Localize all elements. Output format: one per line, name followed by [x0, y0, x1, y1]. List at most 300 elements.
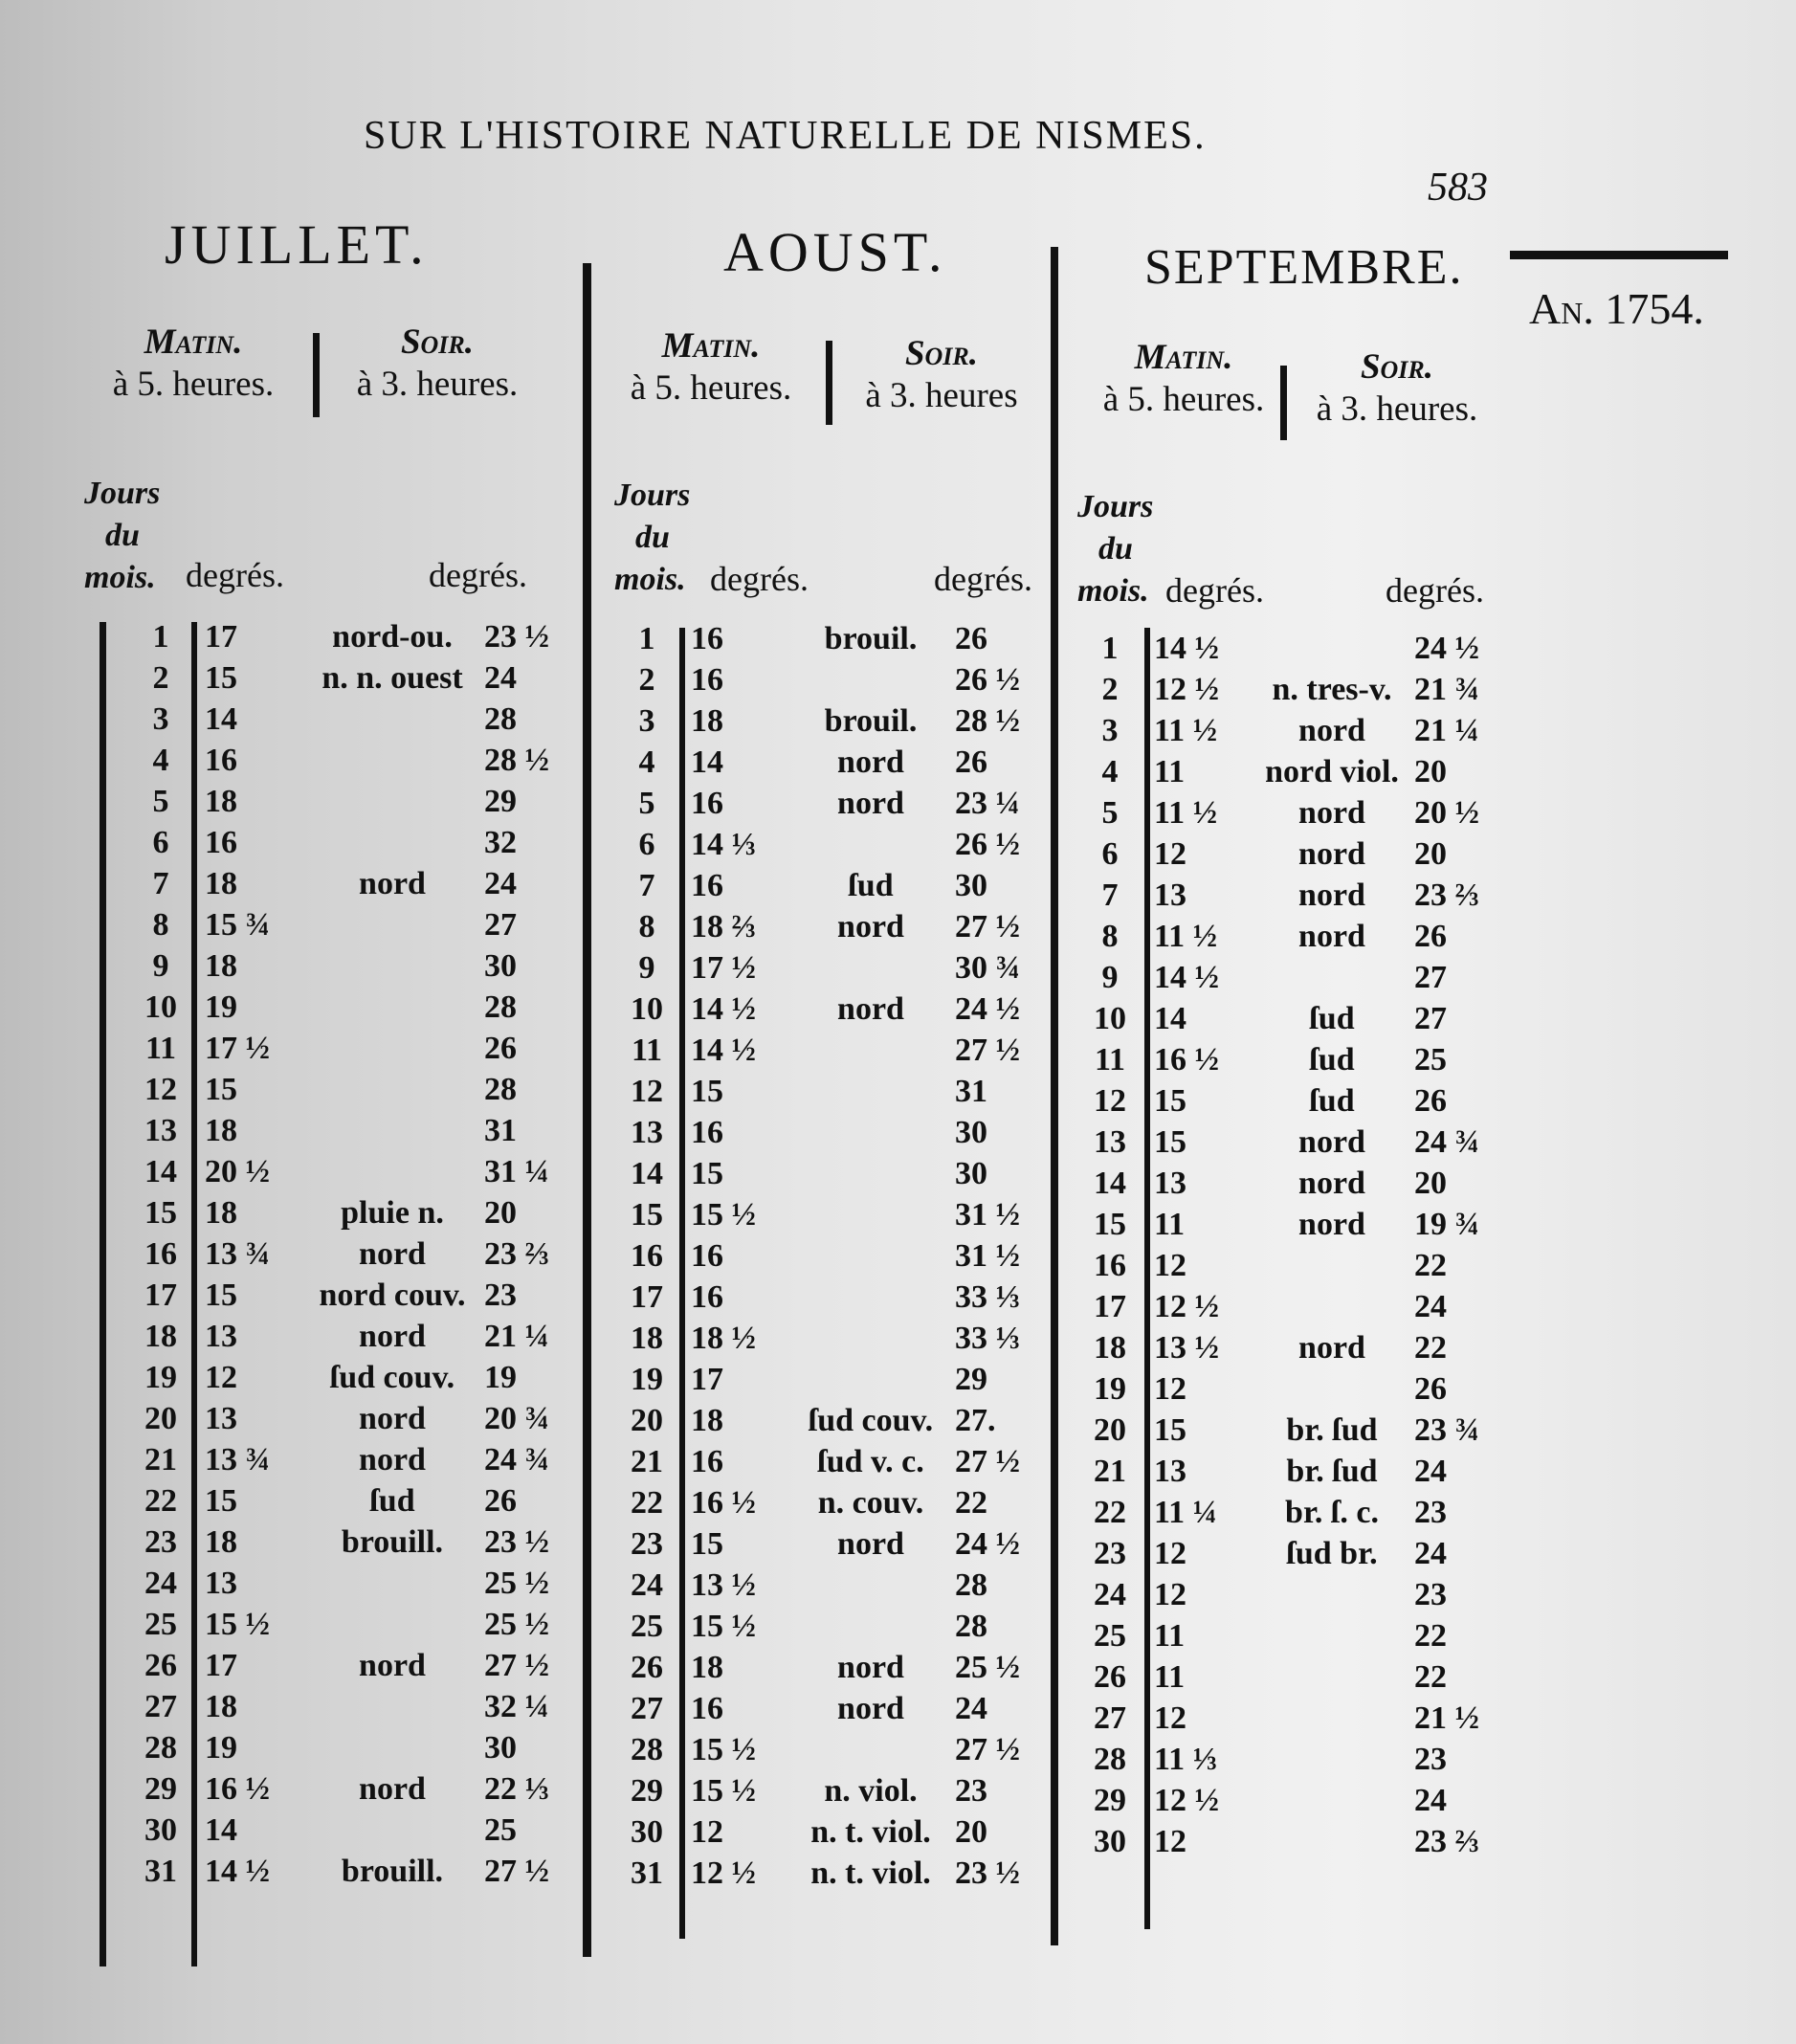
table-row — [609, 1441, 1041, 1482]
header-divider — [826, 341, 832, 425]
day-cell: 5 — [152, 783, 169, 819]
days-label-line2: du — [105, 518, 140, 553]
wind-cell — [787, 1071, 955, 1112]
evening-degrees-cell: 24 ½ — [955, 1525, 1020, 1562]
morning-degrees-cell: 13 — [205, 1400, 237, 1436]
table-row — [122, 1768, 570, 1810]
evening-degrees-cell: 23 — [1414, 1576, 1447, 1612]
wind-cell: br. ſud — [1286, 1453, 1378, 1489]
wind-cell: n. n. ouest — [322, 659, 463, 696]
wind-cell — [787, 824, 955, 865]
evening-degrees-cell: 27 ½ — [955, 1731, 1020, 1767]
day-cell: 21 — [631, 1443, 663, 1479]
day-cell: 9 — [638, 949, 655, 986]
day-cell: 6 — [638, 826, 655, 862]
table-row — [122, 1686, 570, 1727]
morning-degrees-cell: 14 — [205, 700, 237, 737]
wind-cell: pluie n. — [341, 1194, 444, 1231]
day-cell: 22 — [144, 1482, 177, 1519]
septembre-pm-degrees-label: degrés. — [1386, 571, 1484, 610]
day-cell: 24 — [1094, 1576, 1126, 1612]
day-cell: 9 — [1101, 959, 1119, 995]
morning-degrees-cell: 14 ½ — [1154, 630, 1219, 666]
evening-degrees-cell: 23 ½ — [484, 618, 549, 655]
month-title-aoust: AOUST. — [723, 221, 947, 283]
day-cell: 10 — [631, 990, 663, 1027]
aoust-evening-header — [846, 333, 1037, 417]
table-row — [1072, 1698, 1500, 1739]
morning-degrees-cell: 15 — [691, 1525, 723, 1562]
evening-degrees-cell: 23 — [1414, 1741, 1447, 1777]
evening-degrees-cell: 27 — [1414, 1000, 1447, 1036]
wind-cell: ſud — [1309, 1082, 1355, 1119]
wind-cell — [1250, 1245, 1414, 1286]
month-divider-rule — [583, 263, 591, 1957]
morning-degrees-cell: 11 ½ — [1154, 794, 1218, 831]
day-cell: 27 — [1094, 1700, 1126, 1736]
day-cell: 4 — [152, 742, 169, 778]
aoust-table — [609, 618, 1041, 1894]
evening-degrees-cell: 23 — [1414, 1494, 1447, 1530]
wind-cell: brouil. — [824, 702, 918, 739]
day-cell: 5 — [638, 785, 655, 821]
evening-degrees-cell: 27 ½ — [955, 908, 1020, 944]
wind-cell: nord — [837, 1690, 904, 1726]
juillet-days-label — [84, 473, 160, 599]
evening-degrees-cell: 24 — [955, 1690, 987, 1726]
evening-time: à 3. heures — [865, 376, 1018, 415]
evening-degrees-cell: 24 ½ — [955, 990, 1020, 1027]
aoust-am-degrees-label: degrés. — [710, 560, 809, 598]
wind-cell — [1250, 1368, 1414, 1410]
aoust-morning-header — [610, 325, 811, 410]
wind-cell: nord — [837, 1649, 904, 1685]
wind-cell: ſud — [1309, 1041, 1355, 1078]
morning-degrees-cell: 11 — [1154, 1206, 1186, 1242]
morning-degrees-cell: 12 ½ — [1154, 1288, 1219, 1324]
morning-degrees-cell: 16 — [691, 1237, 723, 1274]
morning-degrees-cell: 18 — [205, 783, 237, 819]
morning-degrees-cell: 16 — [691, 1690, 723, 1726]
table-row — [609, 989, 1041, 1030]
wind-cell: nord — [359, 865, 426, 901]
wind-cell: ſud couv. — [329, 1359, 455, 1395]
table-row — [1072, 1368, 1500, 1410]
morning-degrees-cell: 13 — [205, 1565, 237, 1601]
evening-degrees-cell: 32 — [484, 824, 517, 860]
evening-degrees-cell: 22 — [1414, 1247, 1447, 1283]
wind-cell: nord — [1298, 877, 1365, 913]
evening-degrees-cell: 26 — [484, 1482, 517, 1519]
wind-cell: nord — [1298, 1123, 1365, 1160]
morning-degrees-cell: 12 ½ — [691, 1855, 756, 1891]
wind-cell: nord — [837, 908, 904, 944]
evening-degrees-cell: 23 — [484, 1277, 517, 1313]
day-cell: 18 — [144, 1318, 177, 1354]
morning-degrees-cell: 12 — [1154, 1823, 1186, 1859]
wind-cell — [1250, 1286, 1414, 1327]
wind-cell — [1250, 1698, 1414, 1739]
wind-cell — [1250, 1821, 1414, 1862]
table-row — [122, 616, 570, 657]
morning-degrees-cell: 15 — [205, 1277, 237, 1313]
juillet-morning-header — [88, 322, 299, 406]
evening-degrees-cell: 19 — [484, 1359, 517, 1395]
evening-degrees-cell: 30 — [955, 1155, 987, 1191]
morning-degrees-cell: 18 — [691, 1402, 723, 1438]
table-row — [122, 1563, 570, 1604]
wind-cell: nord — [1298, 835, 1365, 872]
table-row — [122, 1316, 570, 1357]
evening-degrees-cell: 23 — [955, 1772, 987, 1809]
table-row — [122, 781, 570, 822]
evening-degrees-cell: 23 ½ — [955, 1855, 1020, 1891]
day-cell: 5 — [1101, 794, 1119, 831]
day-cell: 12 — [144, 1071, 177, 1107]
wind-cell — [300, 1028, 484, 1069]
header-rule — [1510, 251, 1728, 259]
morning-degrees-cell: 18 — [205, 1688, 237, 1724]
wind-cell: n. couv. — [817, 1484, 924, 1521]
table-row — [122, 1357, 570, 1398]
wind-cell: brouill. — [341, 1523, 444, 1560]
days-label-line3: mois. — [84, 560, 156, 595]
wind-cell: n. tres-v. — [1272, 671, 1392, 707]
day-cell: 15 — [1094, 1206, 1126, 1242]
wind-cell: n. t. viol. — [810, 1813, 931, 1850]
evening-degrees-cell: 24 — [484, 865, 517, 901]
morning-degrees-cell: 16 — [691, 1114, 723, 1150]
table-row — [122, 1727, 570, 1768]
morning-degrees-cell: 12 — [1154, 1247, 1186, 1283]
wind-cell: n. viol. — [824, 1772, 918, 1809]
table-row — [609, 1235, 1041, 1277]
wind-cell — [1250, 1739, 1414, 1780]
table-row — [1072, 1739, 1500, 1780]
table-row — [122, 1151, 570, 1192]
evening-degrees-cell: 28 — [955, 1608, 987, 1644]
wind-cell — [1250, 1780, 1414, 1821]
day-cell: 11 — [144, 1030, 177, 1066]
day-cell: 31 — [144, 1853, 177, 1889]
evening-degrees-cell: 22 — [1414, 1658, 1447, 1695]
month-divider-rule — [1051, 247, 1058, 1945]
day-cell: 7 — [638, 867, 655, 903]
table-row — [609, 1853, 1041, 1894]
evening-degrees-cell: 20 ¾ — [484, 1400, 549, 1436]
table-row — [609, 659, 1041, 700]
evening-degrees-cell: 21 ¼ — [1414, 712, 1479, 748]
wind-cell: nord — [1298, 1206, 1365, 1242]
septembre-table — [1072, 628, 1500, 1862]
morning-degrees-cell: 13 ¾ — [205, 1235, 270, 1272]
table-row — [1072, 1327, 1500, 1368]
wind-cell — [787, 1030, 955, 1071]
evening-degrees-cell: 23 ¼ — [955, 785, 1020, 821]
header-divider — [1280, 366, 1287, 440]
day-cell: 20 — [631, 1402, 663, 1438]
morning-degrees-cell: 13 — [1154, 1165, 1186, 1201]
day-cell: 30 — [1094, 1823, 1126, 1859]
table-row — [1072, 1656, 1500, 1698]
evening-degrees-cell: 25 ½ — [484, 1565, 549, 1601]
evening-degrees-cell: 23 ⅔ — [1414, 1823, 1479, 1859]
evening-degrees-cell: 31 ½ — [955, 1196, 1020, 1233]
morning-degrees-cell: 18 — [205, 865, 237, 901]
morning-degrees-cell: 13 — [1154, 877, 1186, 913]
morning-degrees-cell: 15 — [1154, 1411, 1186, 1448]
morning-label: Matin. — [144, 322, 243, 362]
morning-degrees-cell: 16 ½ — [1154, 1041, 1219, 1078]
morning-degrees-cell: 15 ½ — [691, 1731, 756, 1767]
morning-degrees-cell: 16 — [691, 1278, 723, 1315]
morning-degrees-cell: 15 ¾ — [205, 906, 270, 943]
table-row — [609, 1030, 1041, 1071]
evening-degrees-cell: 25 ½ — [484, 1606, 549, 1642]
table-row — [609, 783, 1041, 824]
evening-degrees-cell: 33 ⅓ — [955, 1320, 1020, 1356]
wind-cell — [787, 1359, 955, 1400]
month-title-septembre: SEPTEMBRE. — [1144, 240, 1464, 295]
table-row — [122, 1028, 570, 1069]
morning-degrees-cell: 12 ½ — [1154, 1782, 1219, 1818]
day-cell: 7 — [152, 865, 169, 901]
table-row — [122, 1275, 570, 1316]
day-cell: 28 — [1094, 1741, 1126, 1777]
aoust-pm-degrees-label: degrés. — [934, 560, 1032, 598]
running-title: SUR L'HISTOIRE NATURELLE DE NISMES. — [364, 114, 1207, 158]
morning-degrees-cell: 14 ½ — [691, 990, 756, 1027]
evening-degrees-cell: 27 ½ — [484, 1853, 549, 1889]
morning-degrees-cell: 20 ½ — [205, 1153, 270, 1189]
morning-degrees-cell: 15 — [205, 659, 237, 696]
evening-degrees-cell: 27 ½ — [955, 1032, 1020, 1068]
wind-cell: ſud br. — [1286, 1535, 1378, 1571]
evening-degrees-cell: 28 — [484, 1071, 517, 1107]
day-cell: 25 — [631, 1608, 663, 1644]
day-cell: 25 — [1094, 1617, 1126, 1654]
morning-degrees-cell: 13 — [1154, 1453, 1186, 1489]
morning-degrees-cell: 15 — [1154, 1082, 1186, 1119]
day-cell: 8 — [638, 908, 655, 944]
evening-degrees-cell: 32 ¼ — [484, 1688, 549, 1724]
day-cell: 17 — [144, 1277, 177, 1313]
morning-degrees-cell: 15 — [691, 1073, 723, 1109]
wind-cell — [300, 904, 484, 945]
evening-degrees-cell: 31 ½ — [955, 1237, 1020, 1274]
morning-label: Matin. — [1134, 338, 1233, 377]
morning-degrees-cell: 12 — [1154, 1576, 1186, 1612]
table-row — [1072, 1780, 1500, 1821]
table-row — [1072, 833, 1500, 875]
table-row — [1072, 1410, 1500, 1451]
day-cell: 24 — [631, 1566, 663, 1603]
wind-cell: br. ſ. c. — [1285, 1494, 1379, 1530]
table-row — [1072, 1533, 1500, 1574]
evening-degrees-cell: 29 — [484, 783, 517, 819]
day-cell: 1 — [1101, 630, 1119, 666]
wind-cell: ſud v. c. — [817, 1443, 924, 1479]
evening-degrees-cell: 31 — [955, 1073, 987, 1109]
evening-degrees-cell: 19 ¾ — [1414, 1206, 1479, 1242]
day-cell: 24 — [144, 1565, 177, 1601]
table-row — [609, 1112, 1041, 1153]
table-row — [122, 1645, 570, 1686]
wind-cell: nord — [837, 1525, 904, 1562]
wind-cell — [300, 1727, 484, 1768]
evening-degrees-cell: 22 — [1414, 1617, 1447, 1654]
table-row — [609, 1811, 1041, 1853]
evening-label: Soir. — [904, 334, 979, 373]
table-row — [609, 1153, 1041, 1194]
days-label-line3: mois. — [1077, 573, 1149, 609]
table-row — [609, 1729, 1041, 1770]
table-row — [609, 865, 1041, 906]
morning-degrees-cell: 15 ½ — [691, 1772, 756, 1809]
table-row — [1072, 1122, 1500, 1163]
table-row — [609, 1770, 1041, 1811]
table-row — [609, 906, 1041, 947]
wind-cell — [300, 1110, 484, 1151]
table-row — [122, 740, 570, 781]
wind-cell — [787, 1729, 955, 1770]
day-cell: 21 — [144, 1441, 177, 1477]
table-row — [609, 1647, 1041, 1688]
table-row — [122, 1233, 570, 1275]
day-cell: 8 — [1101, 918, 1119, 954]
evening-degrees-cell: 33 ⅓ — [955, 1278, 1020, 1315]
evening-degrees-cell: 30 ¾ — [955, 949, 1020, 986]
day-cell: 15 — [631, 1196, 663, 1233]
wind-cell — [300, 1604, 484, 1645]
days-label-line2: du — [1098, 531, 1133, 567]
evening-degrees-cell: 30 — [955, 867, 987, 903]
day-cell: 31 — [631, 1855, 663, 1891]
days-label-line1: Jours — [1077, 489, 1154, 524]
day-cell: 7 — [1101, 877, 1119, 913]
wind-cell: n. t. viol. — [810, 1855, 931, 1891]
table-row — [1072, 751, 1500, 792]
table-row — [1072, 957, 1500, 998]
evening-degrees-cell: 22 — [955, 1484, 987, 1521]
day-cell: 13 — [631, 1114, 663, 1150]
morning-time: à 5. heures. — [1102, 380, 1265, 419]
day-cell: 22 — [1094, 1494, 1126, 1530]
table-row — [122, 657, 570, 699]
day-cell: 23 — [144, 1523, 177, 1560]
wind-cell: nord — [359, 1400, 426, 1436]
evening-degrees-cell: 20 — [1414, 835, 1447, 872]
wind-cell: ſud — [1309, 1000, 1355, 1036]
evening-degrees-cell: 24 ¾ — [484, 1441, 549, 1477]
evening-degrees-cell: 20 — [1414, 753, 1447, 789]
wind-cell: nord — [837, 785, 904, 821]
table-row — [609, 1400, 1041, 1441]
day-cell: 2 — [638, 661, 655, 698]
evening-degrees-cell: 22 ⅓ — [484, 1770, 549, 1807]
days-label-line1: Jours — [84, 476, 161, 511]
evening-label: Soir. — [400, 322, 475, 362]
evening-degrees-cell: 26 — [1414, 1370, 1447, 1407]
evening-degrees-cell: 20 — [484, 1194, 517, 1231]
wind-cell — [300, 1069, 484, 1110]
day-cell: 19 — [1094, 1370, 1126, 1407]
day-cell: 28 — [144, 1729, 177, 1766]
wind-cell — [300, 822, 484, 863]
evening-degrees-cell: 20 — [955, 1813, 987, 1850]
wind-cell — [300, 1810, 484, 1851]
table-row — [609, 947, 1041, 989]
day-cell: 15 — [144, 1194, 177, 1231]
evening-degrees-cell: 30 — [484, 947, 517, 984]
day-cell: 17 — [631, 1278, 663, 1315]
table-row — [122, 822, 570, 863]
morning-degrees-cell: 13 — [205, 1318, 237, 1354]
table-row — [609, 1359, 1041, 1400]
morning-degrees-cell: 14 ½ — [691, 1032, 756, 1068]
wind-cell: brouil. — [824, 620, 918, 656]
wind-cell — [787, 1194, 955, 1235]
day-cell: 3 — [152, 700, 169, 737]
day-cell: 30 — [144, 1811, 177, 1848]
day-cell: 14 — [144, 1153, 177, 1189]
evening-degrees-cell: 28 ½ — [955, 702, 1020, 739]
morning-degrees-cell: 18 ⅔ — [691, 908, 756, 944]
juillet-pm-degrees-label: degrés. — [429, 556, 527, 594]
table-row — [1072, 669, 1500, 710]
day-cell: 11 — [631, 1032, 663, 1068]
evening-label: Soir. — [1360, 347, 1434, 387]
day-cell: 20 — [1094, 1411, 1126, 1448]
morning-degrees-cell: 14 — [691, 744, 723, 780]
evening-degrees-cell: 27 ½ — [955, 1443, 1020, 1479]
morning-degrees-cell: 17 — [205, 618, 237, 655]
table-row — [609, 1071, 1041, 1112]
evening-degrees-cell: 27. — [955, 1402, 996, 1438]
table-row — [1072, 1163, 1500, 1204]
evening-degrees-cell: 28 — [955, 1566, 987, 1603]
table-row — [122, 1851, 570, 1892]
table-row — [1072, 1204, 1500, 1245]
wind-cell: nord — [1298, 794, 1365, 831]
day-cell: 30 — [631, 1813, 663, 1850]
morning-degrees-cell: 15 ½ — [691, 1196, 756, 1233]
evening-degrees-cell: 24 — [484, 659, 517, 696]
evening-degrees-cell: 26 — [484, 1030, 517, 1066]
day-cell: 4 — [638, 744, 655, 780]
day-cell: 12 — [1094, 1082, 1126, 1119]
day-cell: 25 — [144, 1606, 177, 1642]
day-cell: 8 — [152, 906, 169, 943]
wind-cell — [300, 781, 484, 822]
table-row — [1072, 1039, 1500, 1080]
day-cell: 22 — [631, 1484, 663, 1521]
evening-degrees-cell: 21 ¾ — [1414, 671, 1479, 707]
evening-degrees-cell: 26 ½ — [955, 826, 1020, 862]
morning-degrees-cell: 11 — [1154, 1617, 1186, 1654]
morning-degrees-cell: 19 — [205, 989, 237, 1025]
morning-degrees-cell: 16 — [691, 1443, 723, 1479]
table-row — [1072, 875, 1500, 916]
wind-cell — [1250, 1615, 1414, 1656]
morning-label: Matin. — [661, 326, 761, 366]
evening-degrees-cell: 21 ½ — [1414, 1700, 1479, 1736]
septembre-morning-header — [1083, 337, 1284, 421]
day-cell: 17 — [1094, 1288, 1126, 1324]
morning-degrees-cell: 18 — [205, 1194, 237, 1231]
day-cell: 18 — [1094, 1329, 1126, 1366]
day-cell: 19 — [631, 1361, 663, 1397]
